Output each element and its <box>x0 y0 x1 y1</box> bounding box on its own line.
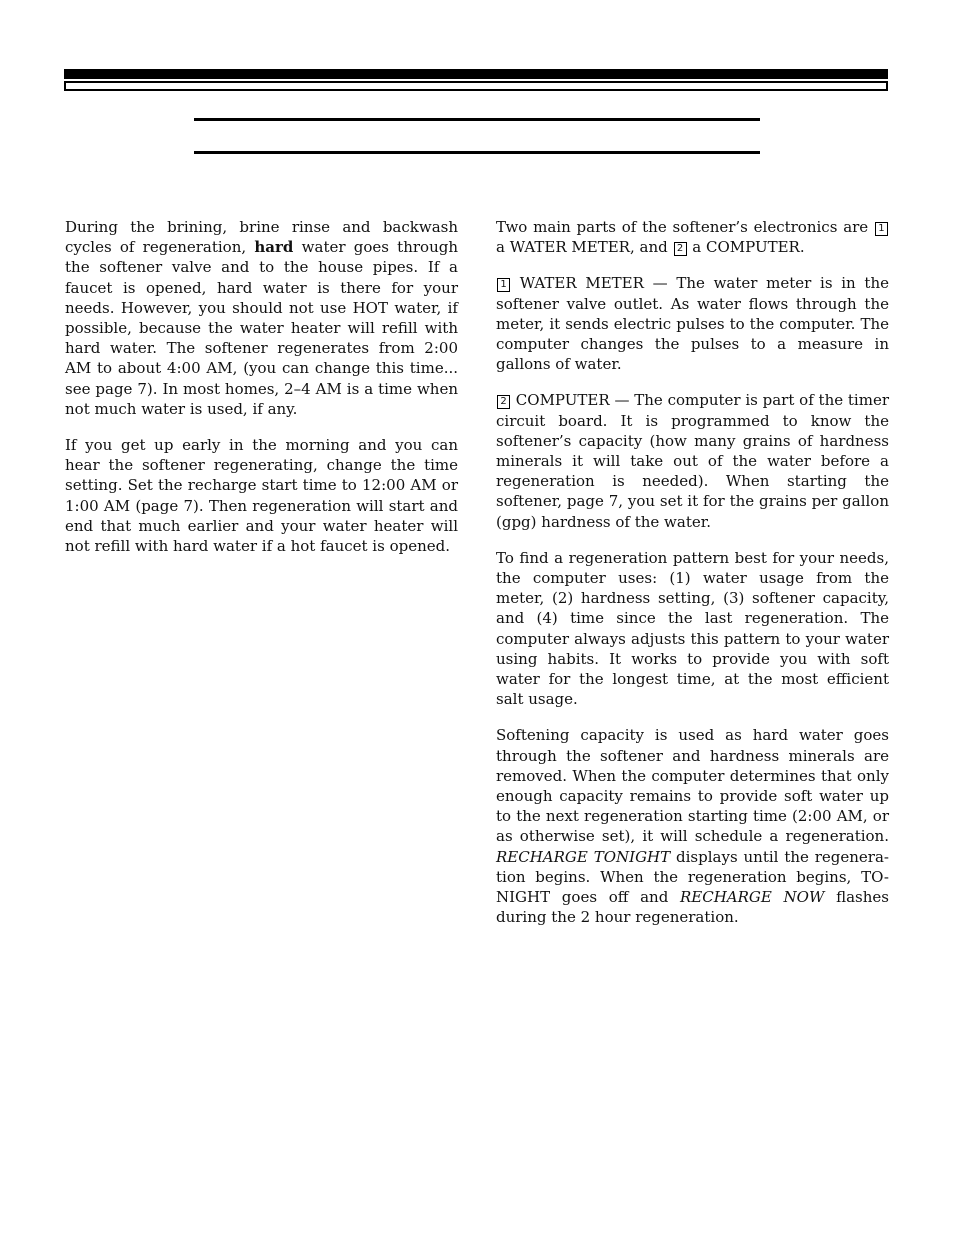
number-box-2: 2 <box>674 242 687 256</box>
number-box-water-meter: 1 <box>497 278 510 292</box>
right-paragraph-regeneration-pattern: To find a regeneration pattern best for your needs, the computer uses: (1) water usage from the meter, (2) hardness setting, (3) softener capacity, and (4) time since the last regeneration. The computer always adjusts this pattern to your water using habits. It works to provide you with soft water for the longest time, at the most efficient salt usage. <box>496 548 889 709</box>
left-p1-text-a: During the brining, brine rinse and backwash cycles of regeneration, <box>65 218 458 257</box>
recharge-now-label: RECHARGE NOW <box>680 888 825 907</box>
right-p1-text-a: Two main parts of the softener’s electronics are <box>496 218 869 236</box>
number-box-1: 1 <box>875 222 888 236</box>
right-p1-text-b: a WATER METER, and <box>496 238 668 257</box>
right-paragraph-computer <box>496 390 889 531</box>
capacity-text-c: flashes during the 2 hour regeneration. <box>496 888 889 927</box>
hard-emphasis: hard <box>254 238 294 257</box>
computer-text: COMPUTER — The computer is part of the timer circuit board. It is programmed to know the softener’s capacity (how many grains of hardness minerals it will take out of the water before a regeneration is needed). When starting the softener, page 7, you set it for the grains per gallon (gpg) hardness of the water. <box>496 391 889 531</box>
right-column <box>496 217 889 928</box>
left-column <box>65 217 458 556</box>
left-paragraph-hard-water <box>65 217 458 419</box>
header-thick-rule <box>64 69 888 79</box>
left-p1-text-b: water goes through the softener valve and to the house pipes. If a faucet is opened, hard water is there for your needs. However, you should not use HOT water, if possible, because the water heater will refill with hard water. The softener regenerates from 2:00 AM to about 4:00 AM, (you can change this time... see page 7). In most homes, 2–4 AM is a time when not much water is used, if any. <box>65 238 458 418</box>
capacity-text-b: displays until the regenera-tion begins. When the regeneration begins, TO-NIGHT goes off and <box>496 847 889 907</box>
header-thin-frame <box>64 81 888 91</box>
capacity-text-a: Softening capacity is used as hard water goes through the softener and hardness minerals are removed. When the computer determines that only enough capacity remains to provide soft water up to the next regeneration starting time (2:00 AM, or as otherwise set), it will schedule a regeneration. <box>496 726 889 846</box>
recharge-tonight-label: RECHARGE TONIGHT <box>496 847 671 866</box>
number-box-computer: 2 <box>497 395 510 409</box>
section-heading-rule-top <box>194 118 760 121</box>
water-meter-text: WATER METER — The water meter is in the softener valve outlet. As water flows through the meter, it sends electric pulses to the computer. The computer changes the pulses to a measure in gallons of water. <box>496 274 889 374</box>
left-paragraph-time-setting: If you get up early in the morning and you can hear the softener regenerating, change the time setting. Set the recharge start time to 12:00 AM or 1:00 AM (page 7). Then regeneration will start and end that much earlier and your water heater will not refill with hard water if a hot faucet is opened. <box>65 436 458 556</box>
section-heading-rule-bottom <box>194 151 760 154</box>
right-paragraph-electronics <box>496 217 889 257</box>
right-paragraph-softening-capacity <box>496 725 889 927</box>
right-paragraph-water-meter <box>496 273 889 374</box>
right-p1-text-c: a COMPUTER. <box>692 238 805 257</box>
